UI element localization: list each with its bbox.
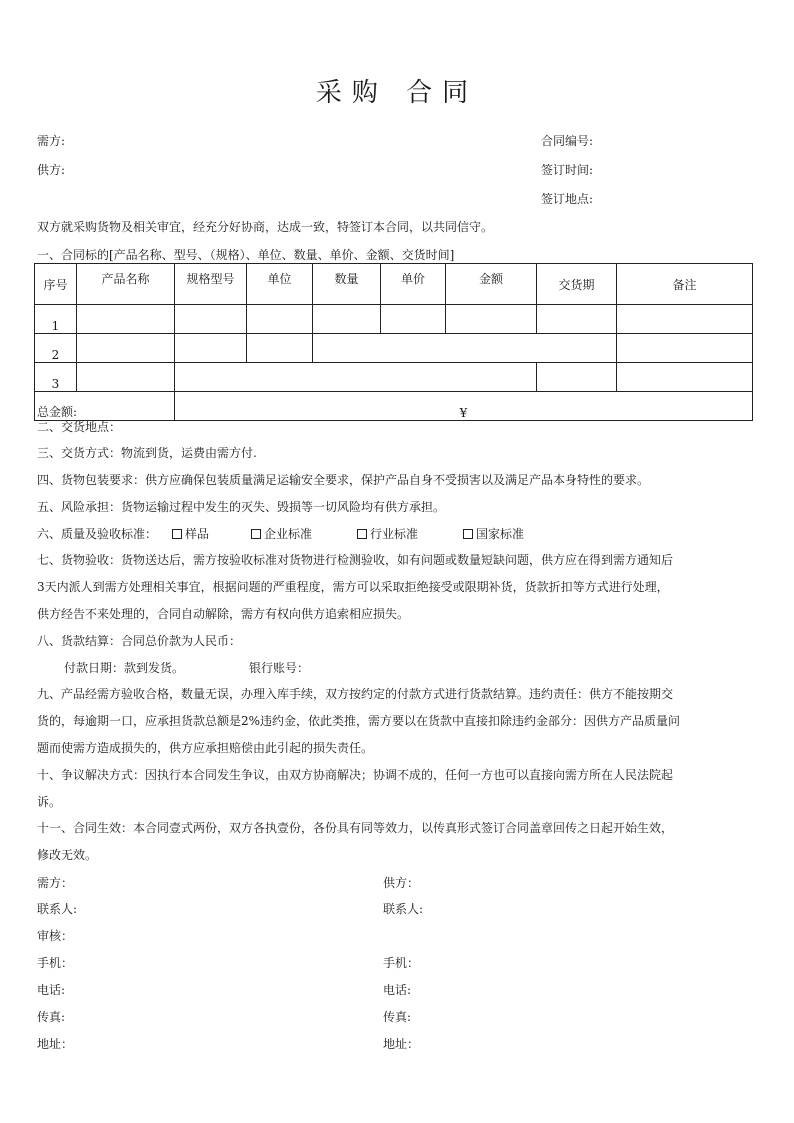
merged-cell[interactable] xyxy=(175,363,537,392)
currency-symbol: ¥ xyxy=(459,406,468,420)
clause-11-line-1: 十一、合同生效：本合同壹式两份，双方各执壹份，各份具有同等效力，以传真形式签订合同盖章回传之日起开始生效， xyxy=(37,821,674,835)
bank-account: 银行账号： xyxy=(249,661,310,675)
spec-model-cell[interactable] xyxy=(175,334,247,363)
delivery-date-cell[interactable] xyxy=(537,363,617,392)
sign-time-label: 签订时间: xyxy=(541,163,594,177)
row-number: 1 xyxy=(35,305,77,334)
total-row xyxy=(35,392,753,421)
header-amount: 金额 xyxy=(446,264,537,305)
row-number: 2 xyxy=(35,334,77,363)
clause-2: 二、交货地点： xyxy=(37,420,122,434)
clause-7-line-3: 供方经告不来处理的，合同自动解除，需方有权向供方追索相应损失。 xyxy=(37,607,410,621)
delivery-date-cell[interactable] xyxy=(537,305,617,334)
clause-6 xyxy=(37,526,157,542)
sign-buyer: 需方： xyxy=(37,876,74,890)
unit-cell[interactable] xyxy=(247,305,313,334)
supplier-contact: 联系人: xyxy=(383,902,424,916)
payment-date: 付款日期：款到发货。 xyxy=(64,661,185,675)
checkbox-icon[interactable] xyxy=(357,529,367,539)
row-number: 3 xyxy=(35,363,77,392)
option-industry-standard-label: 行业标准 xyxy=(370,527,419,541)
checkbox-icon[interactable] xyxy=(251,529,261,539)
option-sample[interactable] xyxy=(172,526,209,542)
clause-8: 八、货款结算：合同总价款为人民币： xyxy=(37,634,242,648)
buyer-contact: 联系人: xyxy=(37,902,78,916)
total-amount-label: 总金额: xyxy=(35,392,175,421)
clause-7-line-2: 3天内派人到需方处理相关事宜，根据问题的严重程度，需方可以采取拒绝接受或限期补货，货款折扣等方式进行处理， xyxy=(37,580,669,594)
product-name-cell[interactable] xyxy=(77,305,175,334)
option-national-standard[interactable] xyxy=(463,526,524,542)
table-row xyxy=(35,363,753,392)
product-table xyxy=(34,263,753,421)
buyer-address: 地址： xyxy=(37,1037,74,1051)
unit-cell[interactable] xyxy=(247,334,313,363)
clause-6-label: 六、质量及验收标准： xyxy=(37,527,158,541)
remarks-cell[interactable] xyxy=(617,305,753,334)
clause-11-line-2: 修改无效。 xyxy=(37,848,98,862)
sign-supplier: 供方： xyxy=(383,876,420,890)
product-name-cell[interactable] xyxy=(77,363,175,392)
delivery-date-cell[interactable] xyxy=(617,334,753,363)
clause-4: 四、货物包装要求：供方应确保包装质量满足运输安全要求，保护产品自身不受损害以及满足产品本身特性的要求。 xyxy=(37,473,650,487)
header-unit: 单位 xyxy=(247,264,313,305)
checkbox-icon[interactable] xyxy=(463,529,473,539)
checkbox-icon[interactable] xyxy=(172,529,182,539)
table-header-row xyxy=(35,264,753,305)
header-product-name: 产品名称 xyxy=(77,264,175,305)
clause-9-line-2: 货的，每逾期一口，应承担货款总额是2%违约金，依此类推，需方要以在货款中直接扣除违约金部分：因供方产品质量问 xyxy=(37,714,681,728)
header-remarks: 备注 xyxy=(617,264,753,305)
intro-text: 双方就采购货物及相关审宜，经充分好协商，达成一致，特签订本合同，以共同信守。 xyxy=(37,220,494,234)
buyer-label: 需方: xyxy=(37,134,66,148)
clause-3: 三、交货方式：物流到货，运费由需方付. xyxy=(37,446,257,460)
clause-5: 五、风险承担：货物运输过程中发生的灭失、毁损等一切风险均有供方承担。 xyxy=(37,500,446,514)
header-unit-price: 单价 xyxy=(381,264,446,305)
header-quantity: 数量 xyxy=(313,264,381,305)
merged-cell[interactable] xyxy=(313,334,617,363)
remarks-cell[interactable] xyxy=(617,363,753,392)
clause-10-line-1: 十、争议解决方式：因执行本合同发生争议，由双方协商解决；协调不成的，任何一方也可以直接向需方所在人民法院起 xyxy=(37,768,674,782)
product-name-cell[interactable] xyxy=(77,334,175,363)
header-index: 序号 xyxy=(35,264,77,305)
quantity-cell[interactable] xyxy=(313,305,381,334)
clause-7-line-1: 七、货物验收：货物送达后，需方按验收标准对货物进行检测验收，如有问题或数量短缺问题，供方应在得到需方通知后 xyxy=(37,553,674,567)
header-delivery-date: 交货期 xyxy=(537,264,617,305)
option-sample-label: 样品 xyxy=(185,527,210,541)
section-1-heading: 一、合同标的[产品名称、型号、（规格）、单位、数量、单价、金额、交货时间] xyxy=(37,248,455,262)
option-enterprise-standard[interactable] xyxy=(251,526,312,542)
table-row xyxy=(35,334,753,363)
option-national-standard-label: 国家标准 xyxy=(476,527,525,541)
total-amount-value[interactable] xyxy=(175,392,753,421)
buyer-phone: 电话: xyxy=(37,983,66,997)
contract-number-label: 合同编号: xyxy=(541,134,594,148)
buyer-fax: 传真: xyxy=(37,1010,66,1024)
clause-9-line-1: 九、产品经需方验收合格，数量无误，办理入库手续，双方按约定的付款方式进行货款结算。违约责任：供方不能按期交 xyxy=(37,687,674,701)
clause-9-line-3: 题而使需方造成损失的，供方应承担赔偿由此引起的损失责任。 xyxy=(37,741,374,755)
amount-cell[interactable] xyxy=(446,305,537,334)
supplier-address: 地址： xyxy=(383,1037,420,1051)
table-row xyxy=(35,305,753,334)
supplier-phone: 电话: xyxy=(383,983,412,997)
supplier-mobile: 手机： xyxy=(383,956,420,970)
option-industry-standard[interactable] xyxy=(357,526,418,542)
clause-10-line-2: 诉。 xyxy=(37,795,62,809)
review-label: 审核： xyxy=(37,929,74,943)
unit-price-cell[interactable] xyxy=(381,305,446,334)
header-spec-model: 规格型号 xyxy=(175,264,247,305)
option-enterprise-standard-label: 企业标准 xyxy=(264,527,313,541)
spec-model-cell[interactable] xyxy=(175,305,247,334)
buyer-mobile: 手机： xyxy=(37,956,74,970)
page-title: 采购 合同 xyxy=(315,78,479,108)
supplier-label: 供方: xyxy=(37,163,66,177)
sign-place-label: 签订地点: xyxy=(541,192,594,206)
supplier-fax: 传真: xyxy=(383,1010,412,1024)
